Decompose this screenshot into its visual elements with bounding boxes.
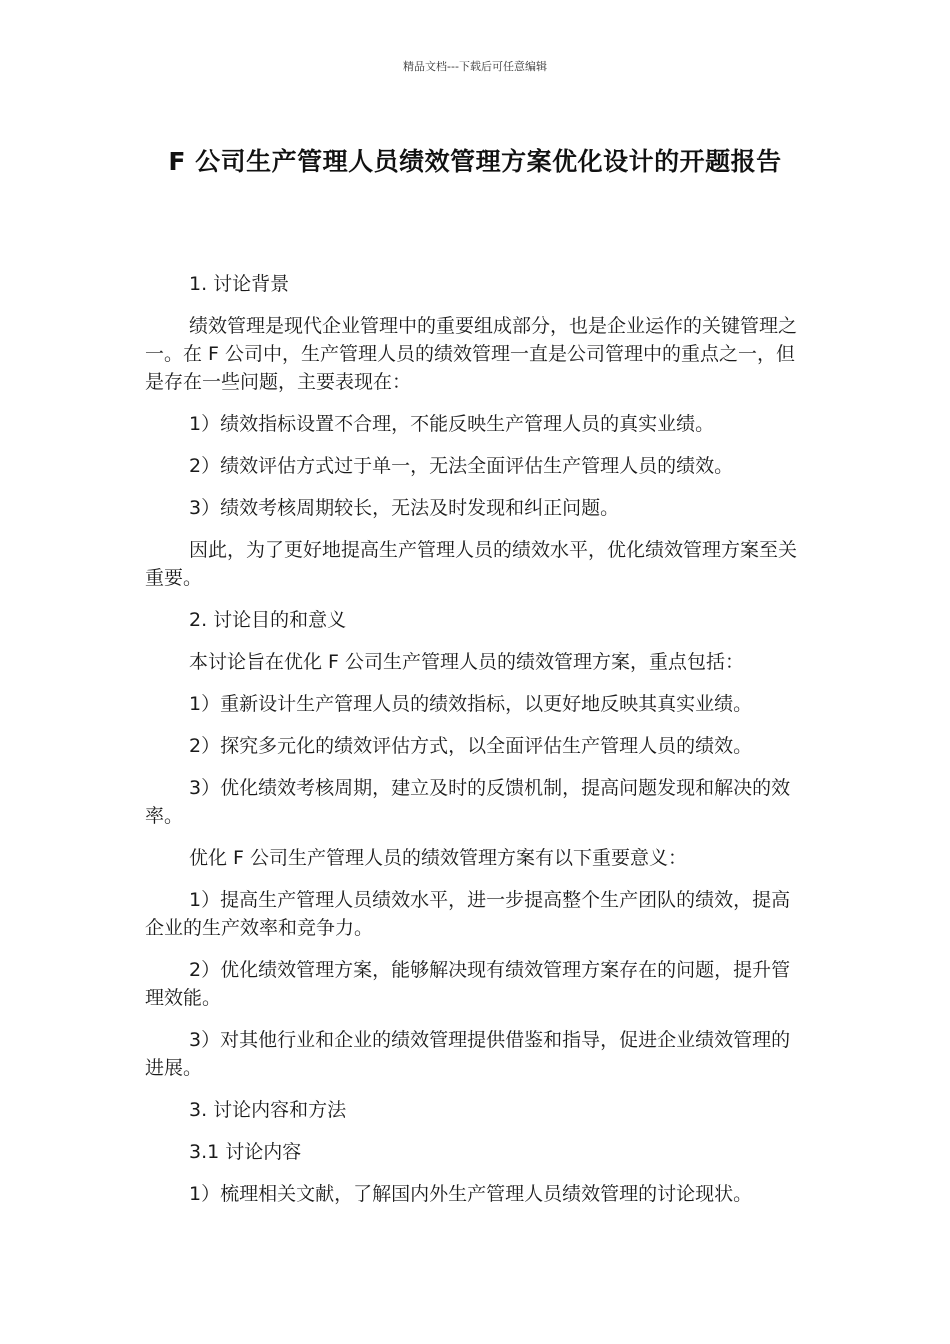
paragraph: 优化 F 公司生产管理人员的绩效管理方案有以下重要意义： (189, 847, 688, 869)
document-title: F 公司生产管理人员绩效管理方案优化设计的开题报告 (168, 147, 782, 176)
list-item: 1）重新设计生产管理人员的绩效指标，以更好地反映其真实业绩。 (189, 693, 753, 715)
section-heading-purpose: 2. 讨论目的和意义 (189, 609, 347, 631)
list-item: 3）对其他行业和企业的绩效管理提供借鉴和指导，促进企业绩效管理的进展。 (145, 1029, 791, 1079)
section-heading-content-method: 3. 讨论内容和方法 (189, 1099, 347, 1121)
list-item: 2）绩效评估方式过于单一，无法全面评估生产管理人员的绩效。 (189, 455, 734, 477)
list-item: 1）梳理相关文献，了解国内外生产管理人员绩效管理的讨论现状。 (189, 1183, 753, 1205)
paragraph: 本讨论旨在优化 F 公司生产管理人员的绩效管理方案，重点包括： (189, 651, 745, 673)
list-item: 1）绩效指标设置不合理，不能反映生产管理人员的真实业绩。 (189, 413, 715, 435)
paragraph: 因此，为了更好地提高生产管理人员的绩效水平，优化绩效管理方案至关重要。 (145, 539, 798, 589)
list-item: 3）绩效考核周期较长，无法及时发现和纠正问题。 (189, 497, 620, 519)
page-header: 精品文档---下载后可任意编辑 (403, 60, 547, 73)
list-item: 2）探究多元化的绩效评估方式，以全面评估生产管理人员的绩效。 (189, 735, 753, 757)
subsection-heading-content: 3.1 讨论内容 (189, 1141, 302, 1163)
list-item: 1）提高生产管理人员绩效水平，进一步提高整个生产团队的绩效，提高企业的生产效率和竞争力。 (145, 889, 791, 939)
list-item: 3）优化绩效考核周期，建立及时的反馈机制，提高问题发现和解决的效率。 (145, 777, 791, 827)
document-body (145, 270, 805, 1222)
list-item: 2）优化绩效管理方案，能够解决现有绩效管理方案存在的问题，提升管理效能。 (145, 959, 791, 1009)
section-heading-background: 1. 讨论背景 (189, 273, 290, 295)
paragraph: 绩效管理是现代企业管理中的重要组成部分，也是企业运作的关键管理之一。在 F 公司中，生产管理人员的绩效管理一直是公司管理中的重点之一，但是存在一些问题，主要表现在： (145, 315, 798, 393)
